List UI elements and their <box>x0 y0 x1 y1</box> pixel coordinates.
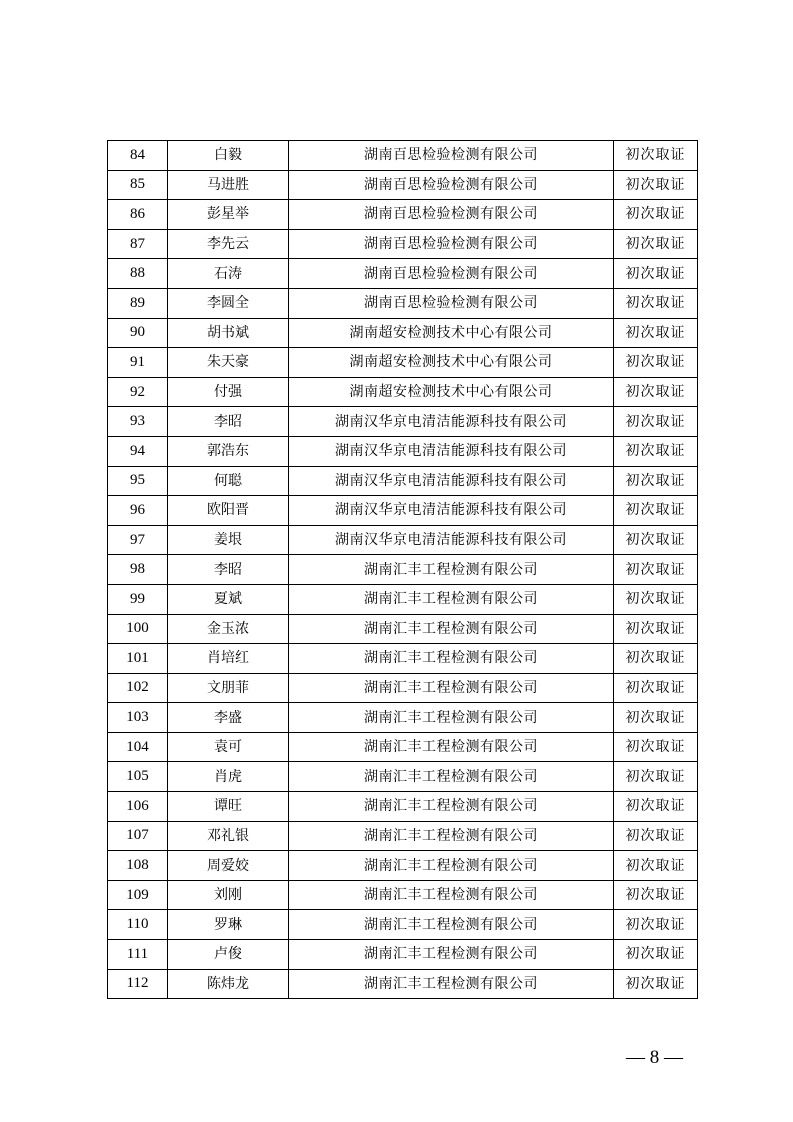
cell-name: 白毅 <box>168 141 289 171</box>
cell-organization: 湖南汇丰工程检测有限公司 <box>289 821 614 851</box>
cell-certification-status: 初次取证 <box>614 466 698 496</box>
cell-number: 87 <box>108 229 168 259</box>
cell-number: 109 <box>108 880 168 910</box>
table-row <box>108 288 698 318</box>
cell-organization: 湖南汇丰工程检测有限公司 <box>289 703 614 733</box>
table-row <box>108 673 698 703</box>
cell-name: 何聪 <box>168 466 289 496</box>
cell-name: 夏斌 <box>168 584 289 614</box>
cell-number: 90 <box>108 318 168 348</box>
cell-organization: 湖南汇丰工程检测有限公司 <box>289 762 614 792</box>
table-row <box>108 584 698 614</box>
cell-organization: 湖南汇丰工程检测有限公司 <box>289 644 614 674</box>
personnel-table-body <box>108 141 698 999</box>
cell-organization: 湖南汉华京电清洁能源科技有限公司 <box>289 407 614 437</box>
table-row <box>108 880 698 910</box>
cell-organization: 湖南汇丰工程检测有限公司 <box>289 673 614 703</box>
cell-certification-status: 初次取证 <box>614 496 698 526</box>
cell-certification-status: 初次取证 <box>614 584 698 614</box>
cell-organization: 湖南汇丰工程检测有限公司 <box>289 732 614 762</box>
cell-certification-status: 初次取证 <box>614 821 698 851</box>
cell-certification-status: 初次取证 <box>614 555 698 585</box>
table-row <box>108 436 698 466</box>
cell-certification-status: 初次取证 <box>614 792 698 822</box>
cell-name: 金玉浓 <box>168 614 289 644</box>
cell-name: 李先云 <box>168 229 289 259</box>
table-row <box>108 762 698 792</box>
table-row <box>108 614 698 644</box>
cell-certification-status: 初次取证 <box>614 614 698 644</box>
cell-certification-status: 初次取证 <box>614 673 698 703</box>
cell-name: 姜垠 <box>168 525 289 555</box>
cell-certification-status: 初次取证 <box>614 644 698 674</box>
cell-number: 88 <box>108 259 168 289</box>
table-row <box>108 496 698 526</box>
cell-name: 彭星举 <box>168 200 289 230</box>
cell-number: 86 <box>108 200 168 230</box>
cell-certification-status: 初次取证 <box>614 200 698 230</box>
cell-number: 89 <box>108 288 168 318</box>
table-row <box>108 348 698 378</box>
cell-name: 文朋菲 <box>168 673 289 703</box>
table-row <box>108 259 698 289</box>
table-row <box>108 466 698 496</box>
cell-organization: 湖南汉华京电清洁能源科技有限公司 <box>289 466 614 496</box>
cell-certification-status: 初次取证 <box>614 348 698 378</box>
cell-certification-status: 初次取证 <box>614 377 698 407</box>
cell-number: 95 <box>108 466 168 496</box>
table-row <box>108 910 698 940</box>
cell-name: 石涛 <box>168 259 289 289</box>
cell-number: 97 <box>108 525 168 555</box>
cell-name: 胡书斌 <box>168 318 289 348</box>
cell-name: 朱天豪 <box>168 348 289 378</box>
cell-name: 李盛 <box>168 703 289 733</box>
cell-number: 100 <box>108 614 168 644</box>
cell-name: 李昭 <box>168 407 289 437</box>
cell-certification-status: 初次取证 <box>614 703 698 733</box>
cell-name: 付强 <box>168 377 289 407</box>
cell-organization: 湖南超安检测技术中心有限公司 <box>289 377 614 407</box>
cell-organization: 湖南汇丰工程检测有限公司 <box>289 880 614 910</box>
cell-certification-status: 初次取证 <box>614 288 698 318</box>
table-row <box>108 170 698 200</box>
cell-name: 肖虎 <box>168 762 289 792</box>
cell-name: 邓礼银 <box>168 821 289 851</box>
cell-organization: 湖南汇丰工程检测有限公司 <box>289 851 614 881</box>
cell-number: 110 <box>108 910 168 940</box>
table-row <box>108 821 698 851</box>
cell-number: 107 <box>108 821 168 851</box>
cell-certification-status: 初次取证 <box>614 229 698 259</box>
cell-certification-status: 初次取证 <box>614 940 698 970</box>
table-row <box>108 792 698 822</box>
cell-number: 93 <box>108 407 168 437</box>
cell-name: 罗琳 <box>168 910 289 940</box>
cell-name: 李昭 <box>168 555 289 585</box>
cell-name: 肖培红 <box>168 644 289 674</box>
cell-name: 刘刚 <box>168 880 289 910</box>
cell-name: 袁可 <box>168 732 289 762</box>
personnel-table <box>107 140 698 999</box>
cell-organization: 湖南汇丰工程检测有限公司 <box>289 792 614 822</box>
cell-name: 马进胜 <box>168 170 289 200</box>
cell-organization: 湖南汉华京电清洁能源科技有限公司 <box>289 436 614 466</box>
cell-organization: 湖南百思检验检测有限公司 <box>289 170 614 200</box>
table-row <box>108 732 698 762</box>
cell-certification-status: 初次取证 <box>614 762 698 792</box>
cell-number: 106 <box>108 792 168 822</box>
cell-certification-status: 初次取证 <box>614 259 698 289</box>
cell-organization: 湖南汇丰工程检测有限公司 <box>289 969 614 999</box>
cell-organization: 湖南百思检验检测有限公司 <box>289 288 614 318</box>
table-row <box>108 200 698 230</box>
cell-certification-status: 初次取证 <box>614 141 698 171</box>
table-row <box>108 851 698 881</box>
cell-organization: 湖南汇丰工程检测有限公司 <box>289 910 614 940</box>
cell-number: 105 <box>108 762 168 792</box>
cell-certification-status: 初次取证 <box>614 436 698 466</box>
table-row <box>108 644 698 674</box>
cell-name: 郭浩东 <box>168 436 289 466</box>
table-row <box>108 969 698 999</box>
cell-name: 周爱姣 <box>168 851 289 881</box>
cell-number: 111 <box>108 940 168 970</box>
cell-organization: 湖南汉华京电清洁能源科技有限公司 <box>289 525 614 555</box>
cell-number: 101 <box>108 644 168 674</box>
table-row <box>108 318 698 348</box>
cell-name: 谭旺 <box>168 792 289 822</box>
cell-number: 98 <box>108 555 168 585</box>
cell-number: 103 <box>108 703 168 733</box>
cell-name: 李圆全 <box>168 288 289 318</box>
cell-name: 陈炜龙 <box>168 969 289 999</box>
cell-number: 96 <box>108 496 168 526</box>
cell-name: 卢俊 <box>168 940 289 970</box>
table-row <box>108 703 698 733</box>
cell-certification-status: 初次取证 <box>614 969 698 999</box>
cell-number: 94 <box>108 436 168 466</box>
cell-certification-status: 初次取证 <box>614 732 698 762</box>
cell-organization: 湖南汇丰工程检测有限公司 <box>289 555 614 585</box>
cell-name: 欧阳晋 <box>168 496 289 526</box>
cell-number: 108 <box>108 851 168 881</box>
cell-number: 92 <box>108 377 168 407</box>
cell-certification-status: 初次取证 <box>614 880 698 910</box>
cell-organization: 湖南超安检测技术中心有限公司 <box>289 318 614 348</box>
cell-number: 112 <box>108 969 168 999</box>
cell-organization: 湖南超安检测技术中心有限公司 <box>289 348 614 378</box>
cell-number: 104 <box>108 732 168 762</box>
table-row <box>108 141 698 171</box>
cell-organization: 湖南百思检验检测有限公司 <box>289 141 614 171</box>
cell-certification-status: 初次取证 <box>614 407 698 437</box>
cell-organization: 湖南汇丰工程检测有限公司 <box>289 584 614 614</box>
cell-certification-status: 初次取证 <box>614 910 698 940</box>
table-row <box>108 940 698 970</box>
table-row <box>108 555 698 585</box>
cell-certification-status: 初次取证 <box>614 525 698 555</box>
cell-certification-status: 初次取证 <box>614 318 698 348</box>
cell-organization: 湖南汇丰工程检测有限公司 <box>289 614 614 644</box>
table-row <box>108 377 698 407</box>
cell-organization: 湖南百思检验检测有限公司 <box>289 229 614 259</box>
table-row <box>108 525 698 555</box>
cell-number: 84 <box>108 141 168 171</box>
cell-certification-status: 初次取证 <box>614 170 698 200</box>
cell-number: 85 <box>108 170 168 200</box>
cell-number: 102 <box>108 673 168 703</box>
cell-certification-status: 初次取证 <box>614 851 698 881</box>
cell-organization: 湖南百思检验检测有限公司 <box>289 200 614 230</box>
table-row <box>108 229 698 259</box>
table-row <box>108 407 698 437</box>
cell-number: 91 <box>108 348 168 378</box>
cell-organization: 湖南汇丰工程检测有限公司 <box>289 940 614 970</box>
cell-organization: 湖南百思检验检测有限公司 <box>289 259 614 289</box>
cell-number: 99 <box>108 584 168 614</box>
cell-organization: 湖南汉华京电清洁能源科技有限公司 <box>289 496 614 526</box>
page-number: — 8 — <box>626 1047 683 1068</box>
